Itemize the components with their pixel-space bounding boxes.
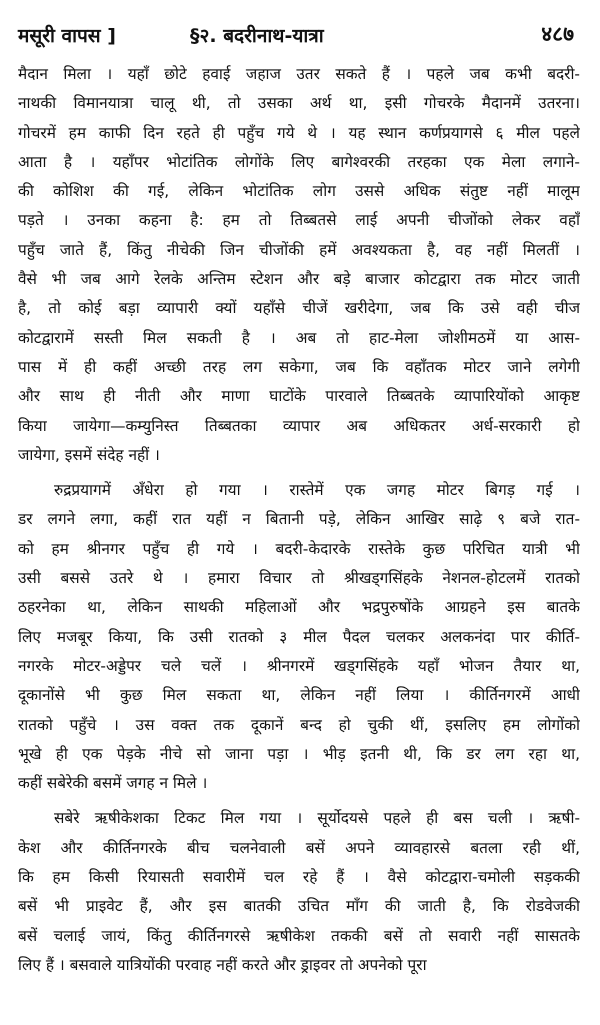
text-line: पड़ते । उनका कहना है: हम तो तिब्बतसे लाई अपनी चीजोंको लेकर वहाँ [18, 211, 580, 230]
text-line: लिए मजबूर किया, कि उसी रातको ३ मील पैदल चलकर अलकनंदा पार कीर्ति- [18, 627, 580, 646]
running-header [18, 16, 580, 52]
text-line: लिए हैं । बसवाले यात्रियोंकी परवाह नहीं करते और ड्राइवर तो अपनेको पूरा [18, 955, 427, 974]
page-number: ४८७ [541, 22, 574, 46]
text-line: रातको पहुँचे । उस वक्त तक दूकानें बन्द हो चुकी थीं, इसलिए हम लोगोंको [18, 715, 580, 734]
text-line: वैसे भी जब आगे रेलके अन्तिम स्टेशन और बड़े बाजार कोटद्वारा तक मोटर जाती [18, 270, 580, 289]
text-line: और साथ ही नीती और माणा घाटोंके पारवाले तिब्बतके व्यापारियोंको आकृष्ट [18, 387, 580, 406]
text-line: बसें भी प्राइवेट हैं, और इस बातकी उचित माँग की जाती है, कि रोडवेजकी [18, 897, 580, 916]
text-line: जायेगा, इसमें संदेह नहीं । [18, 445, 160, 464]
text-line: किया जायेगा—कम्युनिस्त तिब्बतका व्यापार अब अधिकतर अर्ध-सरकारी हो [18, 416, 580, 435]
text-line: सबेरे ऋषीकेशका टिकट मिल गया । सूर्योदयसे पहले ही बस चली । ऋषी- [54, 809, 580, 828]
text-line: कहीं सबेरेकी बसमें जगह न मिले । [18, 774, 208, 793]
header-chapter-title: §२. बदरीनाथ-यात्रा [190, 25, 324, 47]
paragraph [18, 804, 580, 980]
paragraph [18, 60, 580, 470]
text-line: उसी बससे उतरे थे । हमारा विचार तो श्रीखड्गसिंहके नेशनल-होटलमें रातको [18, 569, 580, 588]
header-section-title: मसूरी वापस ] [18, 25, 116, 47]
text-line: कि हम किसी रियासती सवारीमें चल रहे हैं । वैसे कोटद्वारा-चमोली सड़ककी [18, 868, 580, 887]
text-line: डर लगने लगा, कहीं रात यहीं न बितानी पड़े, लेकिन आखिर साढ़े ९ बजे रात- [18, 510, 580, 529]
text-line: कोटद्वारामें सस्ती मिल सकती है । अब तो हाट-मेला जोशीमठमें या आस- [18, 328, 580, 347]
text-line: आता है । यहाँपर भोटांतिक लोगोंके लिए बागेश्वरकी तरहका एक मेला लगाने- [18, 152, 580, 171]
text-line: नाथकी विमानयात्रा चालू थी, तो उसका अर्थ था, इसी गोचरके मैदानमें उतरना। [18, 94, 580, 113]
text-line: पास में ही कहीं अच्छी तरह लग सकेगा, जब कि वहाँतक मोटर जाने लगेगी [18, 357, 580, 376]
paragraph [18, 476, 580, 798]
text-line: केश और कीर्तिनगरके बीच चलनेवाली बसें अपने व्यावहारसे बतला रही थीं, [18, 838, 580, 857]
text-line: की कोशिश की गई, लेकिन भोटांतिक लोग उससे अधिक संतुष्ट नहीं मालूम [18, 182, 580, 201]
text-line: को हम श्रीनगर पहुँच ही गये । बदरी-केदारके रास्तेके कुछ परिचित यात्री भी [18, 539, 580, 558]
text-line: पहुँच जाते हैं, किंतु नीचेकी जिन चीजोंकी हमें अवश्यकता है, वह नहीं मिलतीं । [18, 240, 580, 259]
text-line: बसें चलाई जायं, किंतु कीर्तिनगरसे ऋषीकेश तककी बसें तो सवारी नहीं सासतके [18, 926, 580, 945]
text-line: नगरके मोटर-अड्डेपर चले चलें । श्रीनगरमें खड्गसिंहके यहाँ भोजन तैयार था, [18, 656, 580, 675]
text-line: है, तो कोई बड़ा व्यापारी क्यों यहाँसे चीजें खरीदेगा, जब कि उसे वही चीज [18, 299, 580, 318]
text-line: दूकानोंसे भी कुछ मिल सकता था, लेकिन नहीं लिया । कीर्तिनगरमें आधी [18, 686, 580, 705]
text-line: रुद्रप्रयागमें अँधेरा हो गया । रास्तेमें एक जगह मोटर बिगड़ गई । [54, 481, 580, 500]
text-line: गोचरमें हम काफी दिन रहते ही पहुँच गये थे । यह स्थान कर्णप्रयागसे ६ मील पहले [18, 123, 580, 142]
body-text [18, 60, 580, 980]
text-line: ठहरनेका था, लेकिन साथकी महिलाओं और भद्रपुरुषोंके आग्रहने इस बातके [18, 598, 580, 617]
text-line: मैदान मिला । यहाँ छोटे हवाई जहाज उतर सकते हैं । पहले जब कभी बदरी- [18, 65, 580, 83]
text-line: भूखे ही एक पेड़के नीचे सो जाना पड़ा । भीड़ इतनी थी, कि डर लग रहा था, [18, 744, 580, 763]
